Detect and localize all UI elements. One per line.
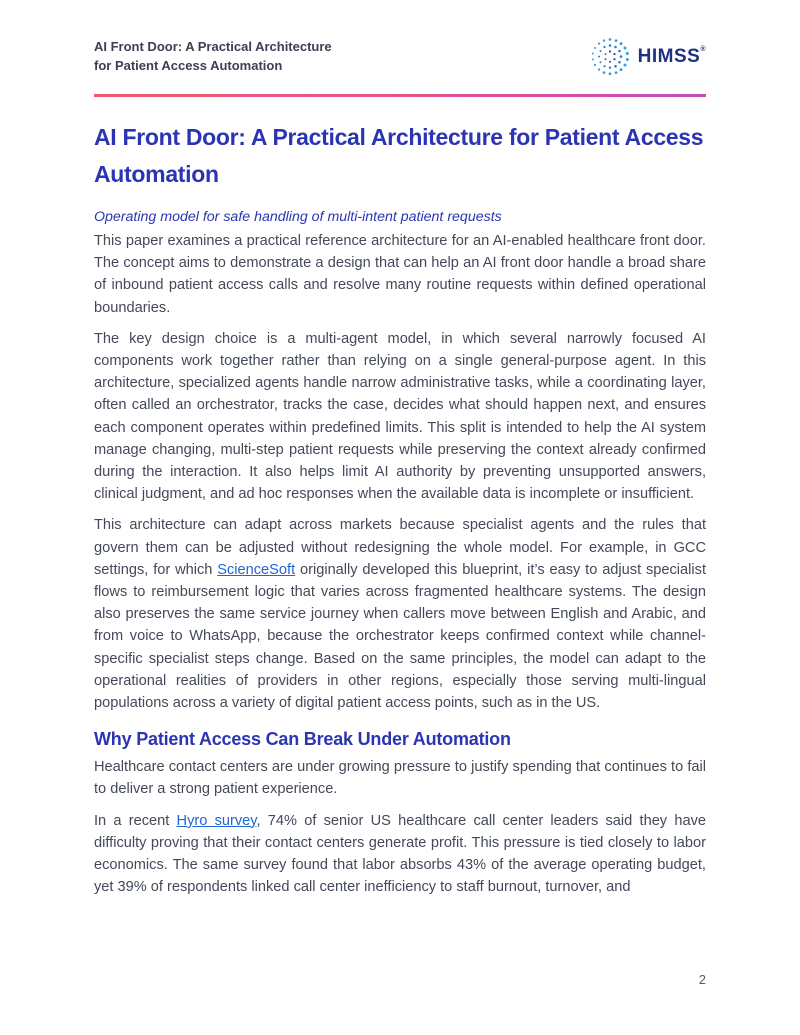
sciencesoft-link[interactable]: ScienceSoft <box>217 561 296 578</box>
paragraph-4: Healthcare contact centers are under growing pressure to justify spending that continues to fail to deliver a strong patient experience. <box>94 759 706 798</box>
section-heading: Why Patient Access Can Break Under Automation <box>94 729 511 750</box>
page-subtitle: Operating model for safe handling of multi-intent patient requests <box>94 209 502 225</box>
page-title: AI Front Door: A Practical Architecture for Patient Access Automation <box>94 124 704 187</box>
main-content <box>94 119 706 898</box>
running-title-line-2: for Patient Access Automation <box>94 58 283 73</box>
paragraph-2: The key design choice is a multi-agent model, in which several narrowly focused AI components work together rather than relying on a single general-purpose agent. In this architecture, specialized agents handle narrow administrative tasks, while a coordinating layer, often called an orchestrator, tracks the case, decides what should happen next, and ensures each component operates within predefined limits. This split is intended to help the AI system manage changing, multi-step patient requests while preserving the context already confirmed during the interaction. It also helps limit AI authority by preventing unsupported answers, clinical judgment, and ad hoc responses when the available data is incomplete or insufficient. <box>94 330 706 503</box>
page-number: 2 <box>698 972 706 987</box>
header-divider <box>94 94 706 97</box>
page-header <box>94 37 706 81</box>
himss-logo <box>590 37 706 77</box>
hyro-survey-link[interactable]: Hyro survey <box>176 812 257 829</box>
paragraph-3: This architecture can adapt across markets because specialist agents and the rules that govern them can be adjusted without redesigning the whole model. For example, in GCC settings, for which ScienceSoft originally developed this blueprint, it’s easy to adjust specialist flows to reimbursement logic that varies across fragmented healthcare systems. The design also preserves the same service journey when callers move between English and Arabic, and from voice to WhatsApp, because the orchestrator keeps confirmed context while channel-specific specialist steps change. Based on the same principles, the model can adapt to the operational realities of providers in other regions, especially those serving multi-lingual populations across a variety of digital patient access points, such as in the US. <box>94 517 707 712</box>
himss-dots-icon <box>590 37 630 77</box>
paragraph-5: In a recent Hyro survey, 74% of senior US healthcare call center leaders said they have difficulty proving that their contact centers generate profit. This pressure is tied closely to labor economics. The same survey found that labor absorbs 43% of the average operating budget, yet 39% of respondents linked call center inefficiency to staff burnout, turnover, and <box>94 812 706 896</box>
running-title-line-1: AI Front Door: A Practical Architecture <box>94 39 332 54</box>
logo-wordmark: HIMSS® <box>637 46 706 67</box>
paragraph-1: This paper examines a practical reference architecture for an AI-enabled healthcare front door. The concept aims to demonstrate a design that can help an AI front door handle a broad share of inbound patient access calls and resolve many routine requests within defined operational boundaries. <box>94 233 706 316</box>
